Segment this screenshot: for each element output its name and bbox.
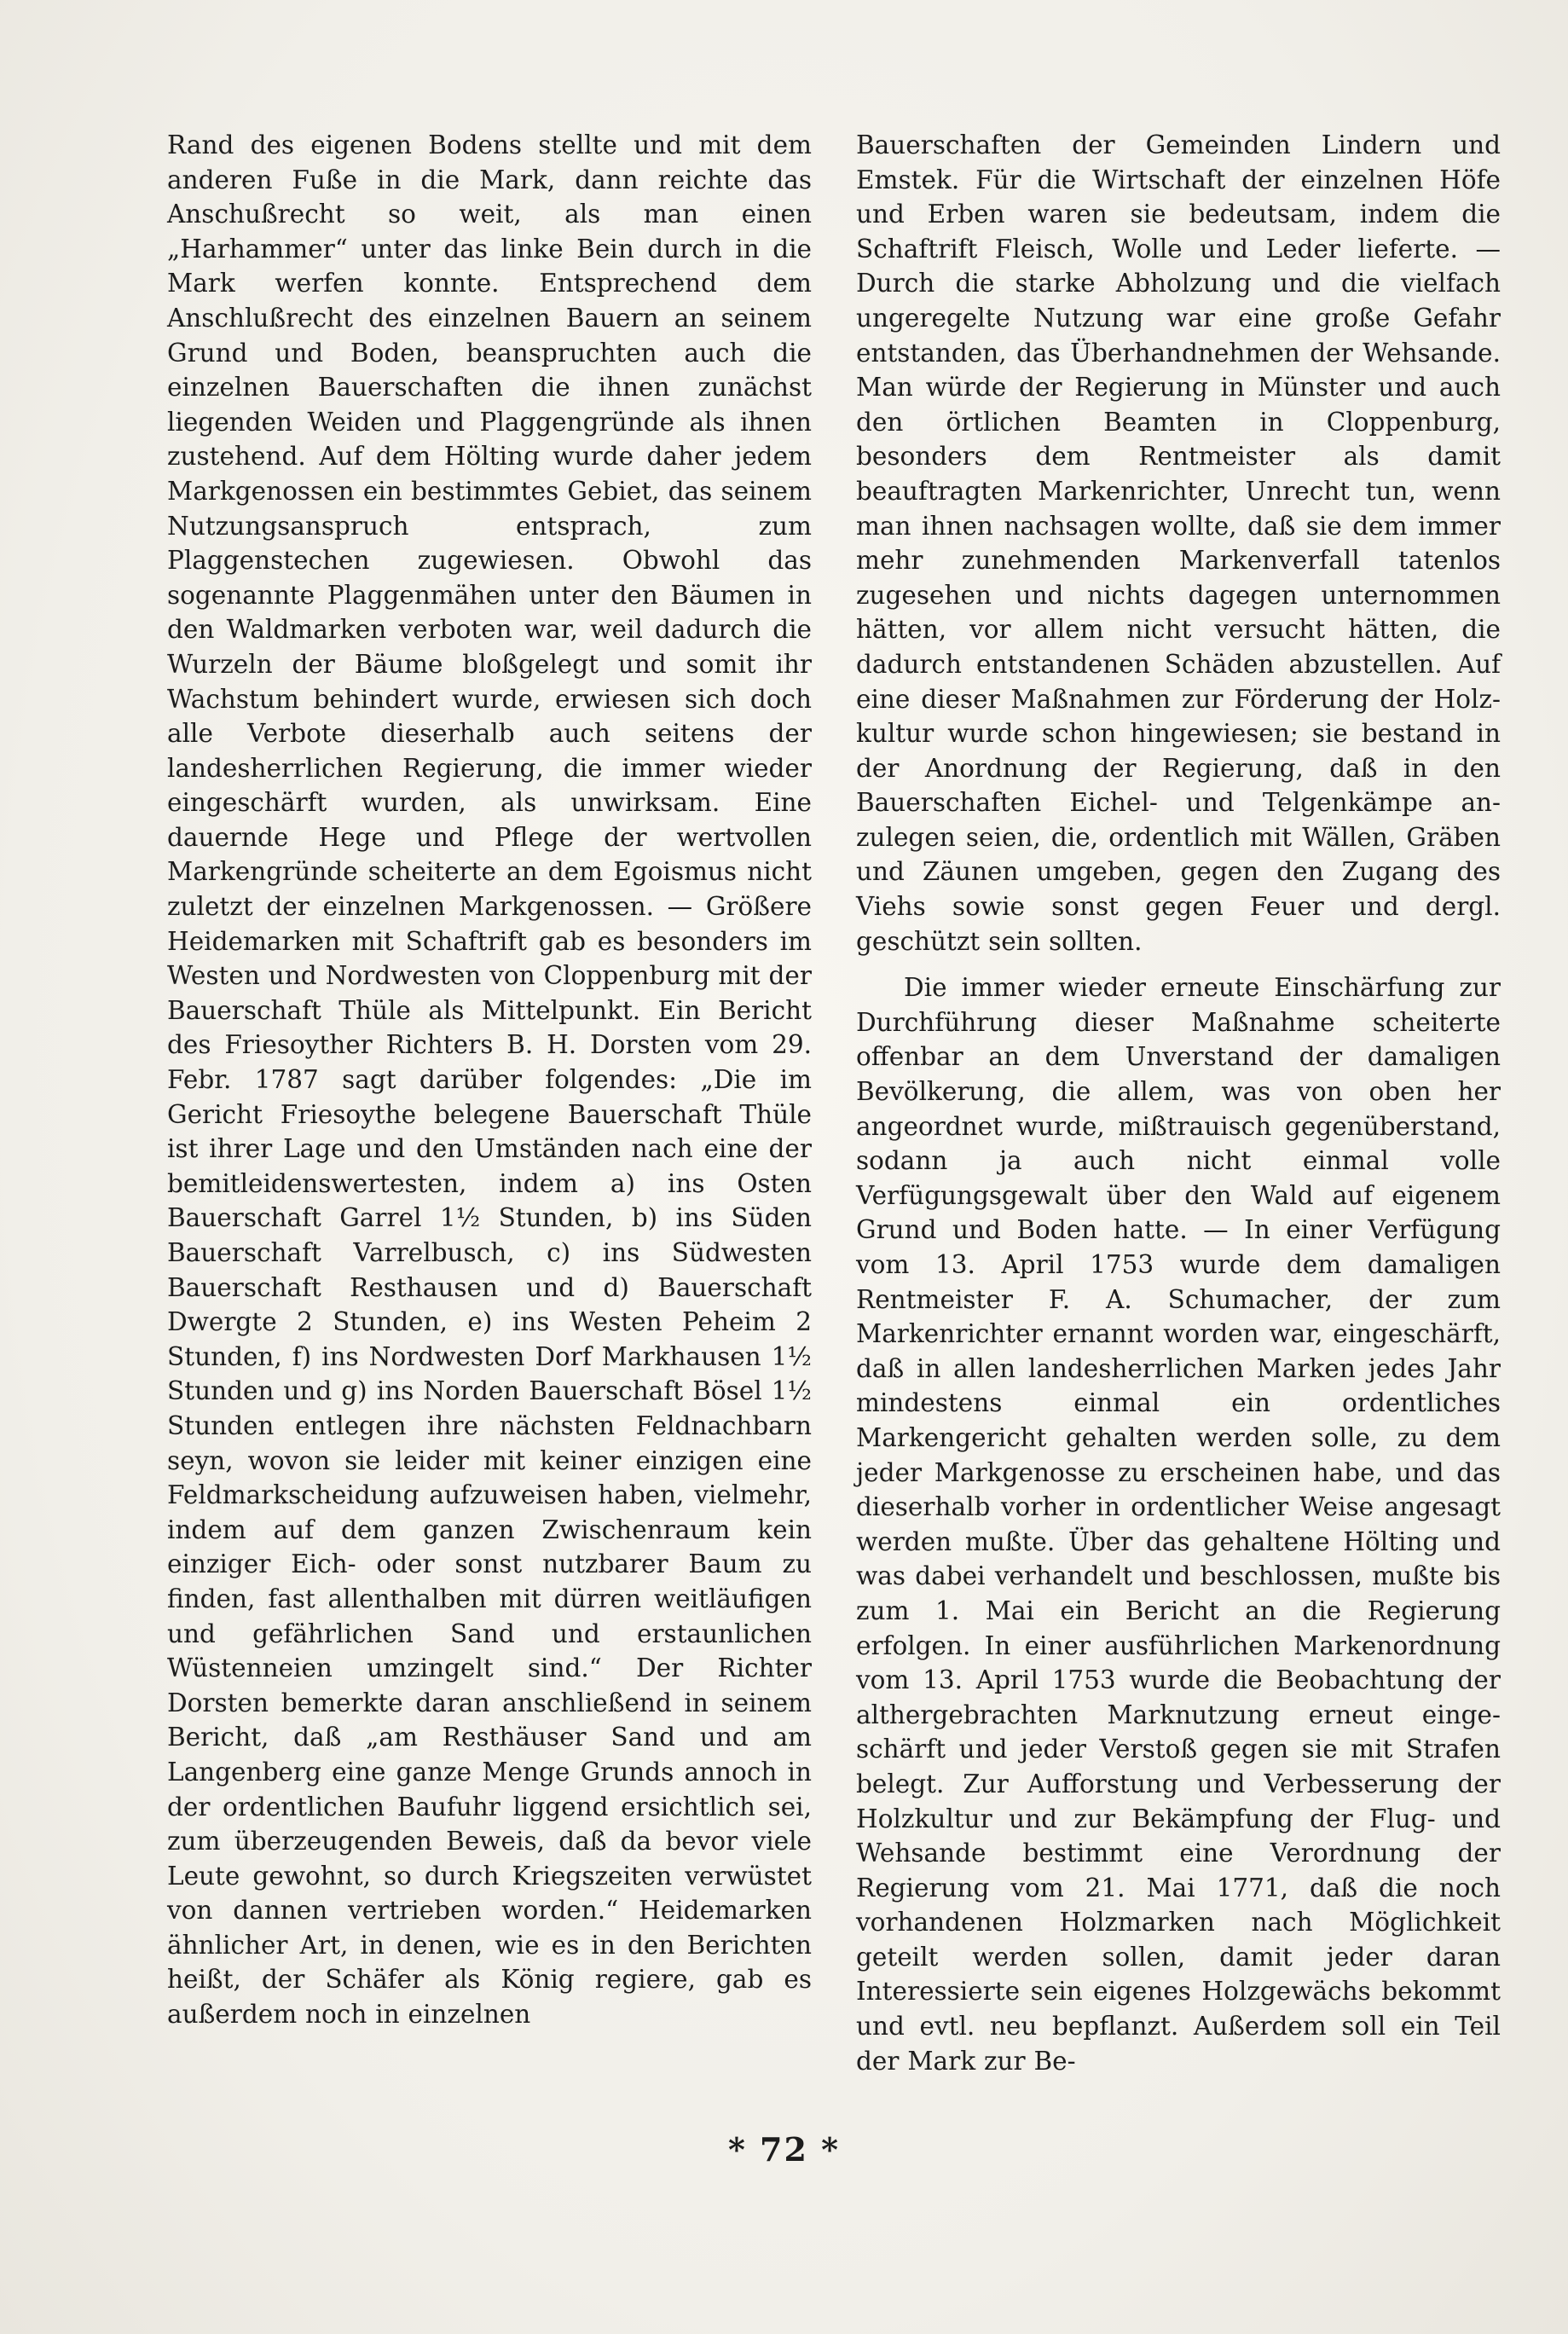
page-number: * 72 * xyxy=(727,2130,841,2169)
left-column xyxy=(167,128,812,2032)
paragraph: Rand des eigenen Bodens stellte und mit dem anderen Fuße in die Mark, dann reichte das Anschußrecht so weit, als man einen „Harhammer“ unter das linke Bein durch in die Mark werfen konnte. Entsprechend dem Anschlußrecht des einzelnen Bauern an seinem Grund und Boden, beanspruchten auch die einzelnen Bauerschaften die ihnen zunächst liegenden Weiden und Plaggengründe als ihnen zustehend. Auf dem Hölting wurde daher jedem Markgenossen ein bestimmtes Gebiet, das seinem Nutzungsanspruch entsprach, zum Plaggenstechen zugewiesen. Obwohl das sogenannte Plaggenmähen unter den Bäumen in den Waldmarken verboten war, weil dadurch die Wurzeln der Bäume bloßgelegt und somit ihr Wachstum behindert wurde, erwiesen sich doch alle Verbote dieserhalb auch seitens der landesherrlichen Regierung, die immer wieder eingeschärft wurden, als unwirksam. Eine dauernde Hege und Pflege der wertvollen Markengründe scheiterte an dem Egoismus nicht zuletzt der einzelnen Markgenossen. — Größere Heidemarken mit Schaftrift gab es besonders im Westen und Nordwesten von Cloppenburg mit der Bauerschaft Thüle als Mittelpunkt. Ein Bericht des Friesoyther Richters B. H. Dorsten vom 29. Febr. 1787 sagt darüber folgendes: „Die im Gericht Friesoythe belegene Bauerschaft Thüle ist ihrer Lage und den Umständen nach eine der bemitleidenswertesten, indem a) ins Osten Bauerschaft Garrel 1½ Stunden, b) ins Süden Bauerschaft Varrelbusch, c) ins Südwesten Bauerschaft Resthausen und d) Bauerschaft Dwergte 2 Stunden, e) ins Westen Peheim 2 Stunden, f) ins Nordwesten Dorf Markhausen 1½ Stunden und g) ins Norden Bauerschaft Bösel 1½ Stunden entlegen ihre nächsten Feldnachbarn seyn, wovon sie leider mit keiner einzigen eine Feldmarkscheidung aufzuweisen haben, vielmehr, indem auf dem ganzen Zwischenraum kein einziger Eich- oder sonst nutzbarer Baum zu finden, fast allenthalben mit dürren weitläufigen und gefährlichen Sand und erstaunlichen Wüstenneien umzingelt sind.“ Der Richter Dorsten bemerkte daran anschließend in seinem Bericht, daß „am Resthäuser Sand und am Langenberg eine ganze Menge Grunds annoch in der ordentlichen Baufuhr liggend ersichtlich sei, zum überzeugenden Beweis, daß da bevor viele Leute gewohnt, so durch Kriegszeiten verwüstet von dannen vertrieben worden.“ Heidemarken ähnlicher Art, in denen, wie es in den Berichten heißt, der Schäfer als König regiere, gab es außerdem noch in einzelnen xyxy=(167,130,812,2030)
paragraph: Die immer wieder erneute Einschärfung zur Durchführung dieser Maßnahme scheiterte offenbar an dem Unverstand der damaligen Bevölkerung, die allem, was von oben her angeordnet wurde, mißtrauisch gegenüberstand, sodann ja auch nicht einmal volle Verfügungsgewalt über den Wald auf eigenem Grund und Boden hatte. — In einer Verfügung vom 13. April 1753 wurde dem damaligen Rentmeister F. A. Schumacher, der zum Markenrichter ernannt worden war, eingeschärft, daß in allen landesherrlichen Marken jedes Jahr mindestens einmal ein ordentliches Markengericht gehalten werden solle, zu dem jeder Markgenosse zu erscheinen habe, und das dieserhalb vorher in ordentlicher Weise angesagt werden mußte. Über das gehaltene Hölting und was dabei verhandelt und beschlossen, mußte bis zum 1. Mai ein Bericht an die Regierung erfolgen. In einer ausführlichen Markenordnung vom 13. April 1753 wurde die Beobachtung der althergebrachten Marknutzung erneut eingeschärft und jeder Verstoß gegen sie mit Strafen belegt. Zur Aufforstung und Verbesserung der Holzkultur und zur Bekämpfung der Flug- und Wehsande bestimmt eine Verordnung der Regierung vom 21. Mai 1771, daß die noch vorhandenen Holzmarken nach Möglichkeit geteilt werden sollen, damit jeder daran Interessierte sein eigenes Holzgewächs bekommt und evtl. neu bepflanzt. Außerdem soll ein Teil der Mark zur Be- xyxy=(856,973,1501,2076)
right-column xyxy=(856,128,1501,2078)
paragraph: Bauerschaften der Gemeinden Lindern und Emstek. Für die Wirtschaft der einzelnen Höfe und Erben waren sie bedeutsam, indem die Schaftrift Fleisch, Wolle und Leder lieferte. — Durch die starke Abholzung und die vielfach ungeregelte Nutzung war eine große Gefahr entstanden, das Überhandnehmen der Wehsande. Man würde der Regierung in Münster und auch den örtlichen Beamten in Cloppenburg, besonders dem Rentmeister als damit beauftragten Markenrichter, Unrecht tun, wenn man ihnen nachsagen wollte, daß sie dem immer mehr zunehmenden Markenverfall tatenlos zugesehen und nichts dagegen unternommen hätten, vor allem nicht versucht hätten, die dadurch entstandenen Schäden abzustellen. Auf eine dieser Maßnahmen zur Förderung der Holzkultur wurde schon hingewiesen; sie bestand in der Anordnung der Regierung, daß in den Bauerschaften Eichel- und Telgenkämpe anzulegen seien, die, ordentlich mit Wällen, Gräben und Zäunen umgeben, gegen den Zugang des Viehs sowie sonst gegen Feuer und dergl. geschützt sein sollten. xyxy=(856,130,1501,956)
